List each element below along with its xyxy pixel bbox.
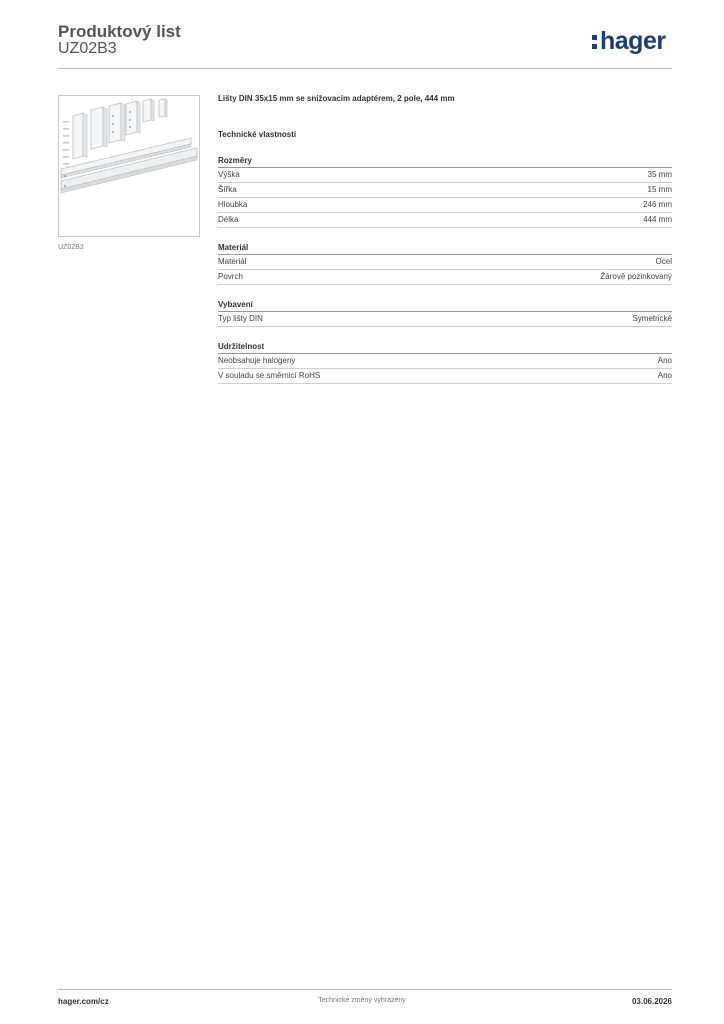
- footer-divider: [58, 989, 672, 990]
- property-row: [218, 213, 672, 228]
- property-value: Ocel: [655, 257, 672, 266]
- footer-website-link[interactable]: hager.com/cz: [58, 997, 109, 1006]
- property-value: Ano: [657, 371, 672, 380]
- property-label: Typ lišty DIN: [218, 314, 263, 323]
- property-value: Žárově pozinkovaný: [600, 272, 672, 281]
- property-row: [218, 255, 672, 270]
- property-value: 35 mm: [647, 170, 672, 179]
- product-description: Lišty DIN 35x15 mm se snižovacím adaptérem, 2 pole, 444 mm: [218, 94, 455, 103]
- property-label: Délka: [218, 215, 239, 224]
- property-label: Hloubka: [218, 200, 248, 209]
- property-row: [218, 369, 672, 384]
- page-title: Produktový list: [58, 22, 181, 41]
- property-label: Neobsahuje halogeny: [218, 356, 296, 365]
- property-row: [218, 183, 672, 198]
- section-equipment: [218, 300, 672, 327]
- din-rail-product-icon: [59, 96, 199, 236]
- property-row: [218, 270, 672, 285]
- logo-text: hager: [600, 27, 666, 55]
- property-row: [218, 198, 672, 213]
- section-material: [218, 243, 672, 285]
- property-row: [218, 312, 672, 327]
- property-row: [218, 168, 672, 183]
- section-dimensions: [218, 156, 672, 228]
- logo-dots-icon: [592, 32, 598, 50]
- section-title: Materiál: [218, 243, 672, 255]
- header-divider: [58, 68, 672, 69]
- property-value: 15 mm: [647, 185, 672, 194]
- property-label: Povrch: [218, 272, 243, 281]
- section-sustainability: [218, 342, 672, 384]
- property-label: Materiál: [218, 257, 247, 266]
- image-caption: UZ02B3: [58, 244, 84, 251]
- product-code: UZ02B3: [58, 40, 117, 57]
- footer-notice: Technické změny vyhrazeny: [318, 997, 406, 1004]
- product-details: [218, 94, 672, 399]
- property-value: Ano: [657, 356, 672, 365]
- property-label: V souladu se směrnicí RoHS: [218, 371, 321, 380]
- section-title: Udržitelnost: [218, 342, 672, 354]
- property-label: Šířka: [218, 185, 237, 194]
- property-value: 444 mm: [643, 215, 672, 224]
- section-title: Rozměry: [218, 156, 672, 168]
- property-value: 246 mm: [643, 200, 672, 209]
- product-image: [58, 95, 200, 237]
- property-value: Symetrické: [632, 314, 672, 323]
- technical-properties-heading: Technické vlastnosti: [218, 130, 297, 139]
- property-row: [218, 354, 672, 369]
- hager-logo: [592, 27, 666, 56]
- footer-date: 03.06.2026: [631, 997, 672, 1006]
- section-title: Vybavení: [218, 300, 672, 312]
- property-label: Výška: [218, 170, 240, 179]
